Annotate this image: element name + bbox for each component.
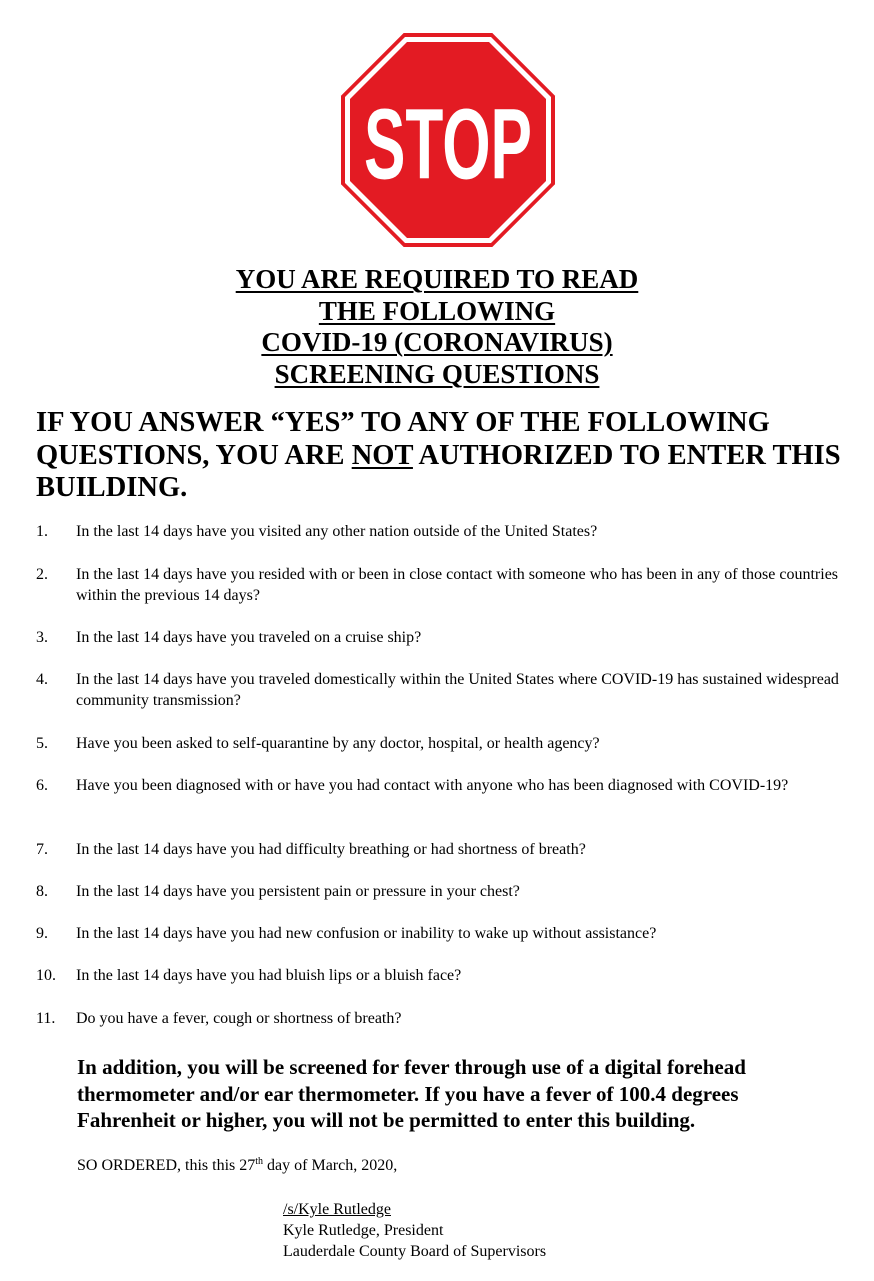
question-number: 10. <box>36 967 56 984</box>
stop-sign-text: STOP <box>364 88 532 201</box>
question-text: In the last 14 days have you visited any other nation outside of the United States? <box>76 523 598 540</box>
page-heading <box>0 264 874 390</box>
signature-block <box>283 1199 546 1262</box>
question-number: 5. <box>36 735 48 752</box>
question-text: In the last 14 days have you had new confusion or inability to wake up without assistance? <box>76 925 657 942</box>
stop-sign-icon <box>341 33 555 247</box>
heading-line-2: THE FOLLOWING <box>318 295 556 326</box>
warning-part-2: AUTHORIZED TO ENTER THIS BUILDING. <box>36 439 841 503</box>
signature-line: /s/Kyle Rutledge <box>283 1201 391 1218</box>
order-date-line <box>77 1156 397 1176</box>
question-number: 9. <box>36 925 48 942</box>
question-text: In the last 14 days have you had difficulty breathing or had shortness of breath? <box>76 841 586 858</box>
question-number: 6. <box>36 777 48 794</box>
signer-name-title: Kyle Rutledge, President <box>283 1222 444 1239</box>
question-number: 11. <box>36 1010 56 1027</box>
order-date-rest: day of March, 2020, <box>263 1157 398 1174</box>
order-date-text: SO ORDERED, this this 27 <box>77 1157 256 1174</box>
heading-line-3: COVID-19 (CORONAVIRUS) <box>261 327 613 357</box>
heading-line-1: YOU ARE REQUIRED TO READ <box>235 264 639 294</box>
question-number: 7. <box>36 841 48 858</box>
warning-text <box>36 407 856 505</box>
question-text: In the last 14 days have you traveled domestically within the United States where COVID-19 has sustained widespread community transmission? <box>76 671 839 709</box>
question-number: 1. <box>36 523 48 540</box>
question-text: Have you been diagnosed with or have you had contact with anyone who has been diagnosed with COVID-19? <box>76 777 789 794</box>
fever-screening-notice: In addition, you will be screened for fever through use of a digital forehead thermometer and/or ear thermometer. If you have a fever of 100.4 degrees Fahrenheit or higher, you will not be permitted to enter this building. <box>77 1055 746 1132</box>
question-text: Have you been asked to self-quarantine by any doctor, hospital, or health agency? <box>76 735 600 752</box>
question-text: In the last 14 days have you resided with or been in close contact with someone who has been in any of those countries within the previous 14 days? <box>76 566 839 604</box>
question-number: 4. <box>36 671 48 688</box>
question-number: 3. <box>36 629 48 646</box>
warning-part-1: IF YOU ANSWER “YES” TO ANY OF THE FOLLOWING QUESTIONS, YOU ARE <box>36 407 770 471</box>
question-number: 2. <box>36 566 48 583</box>
order-date-superscript: th <box>255 1156 264 1167</box>
question-number: 8. <box>36 883 48 900</box>
question-text: Do you have a fever, cough or shortness of breath? <box>76 1010 402 1027</box>
question-text: In the last 14 days have you persistent pain or pressure in your chest? <box>76 883 520 900</box>
question-text: In the last 14 days have you had bluish lips or a bluish face? <box>76 967 462 984</box>
heading-line-4: SCREENING QUESTIONS <box>274 358 600 389</box>
warning-emphasis: NOT <box>351 439 413 471</box>
question-text: In the last 14 days have you traveled on a cruise ship? <box>76 629 422 646</box>
signer-organization: Lauderdale County Board of Supervisors <box>283 1243 547 1260</box>
